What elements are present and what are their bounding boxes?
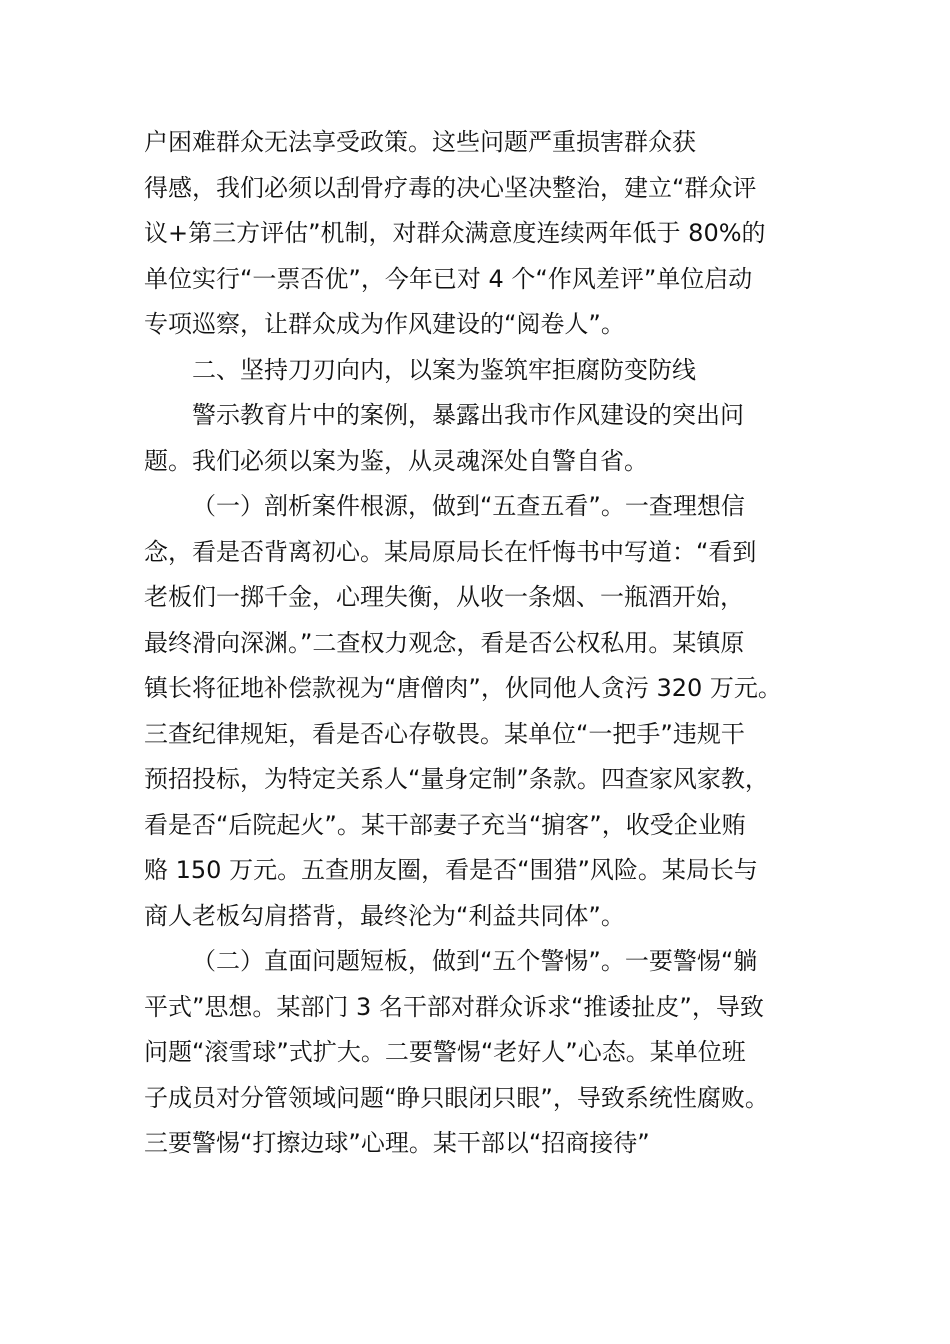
text-line: 赂 150 万元。五查朋友圈，看是否“围猎”风险。某局长与 (144, 856, 758, 884)
text-line: 最终滑向深渊。”二查权力观念，看是否公权私用。某镇原 (144, 628, 745, 657)
text-line: （二）直面问题短板，做到“五个警惕”。一要警惕“躺 (192, 947, 758, 975)
text-line: 念，看是否背离初心。某局原局长在忏悔书中写道：“看到 (144, 537, 757, 566)
text-line: 子成员对分管领域问题“睁只眼闭只眼”，导致系统性腐败。 (144, 1083, 769, 1112)
document-body (144, 120, 834, 1167)
text-line: 专项巡察，让群众成为作风建设的“阅卷人”。 (144, 310, 625, 338)
text-line: 问题“滚雪球”式扩大。二要警惕“老好人”心态。某单位班 (144, 1038, 746, 1066)
text-line: 三要警惕“打擦边球”心理。某干部以“招商接待” (144, 1129, 650, 1157)
text-line: 镇长将征地补偿款视为“唐僧肉”，伙同他人贪污 320 万元。 (144, 674, 782, 702)
text-line: 平式”思想。某部门 3 名干部对群众诉求“推诿扯皮”，导致 (144, 992, 764, 1021)
text-line: 单位实行“一票否优”，今年已对 4 个“作风差评”单位启动 (144, 264, 753, 293)
section-heading: 二、坚持刀刃向内，以案为鉴筑牢拒腐防变防线 (192, 355, 696, 384)
text-line: 警示教育片中的案例，暴露出我市作风建设的突出问 (192, 401, 744, 429)
text-line: 老板们一掷千金，心理失衡，从收一条烟、一瓶酒开始， (144, 583, 744, 611)
text-line: （一）剖析案件根源，做到“五查五看”。一查理想信 (192, 492, 745, 520)
text-line: 三查纪律规矩，看是否心存敬畏。某单位“一把手”违规干 (144, 719, 745, 748)
text-line: 户困难群众无法享受政策。这些问题严重损害群众获 (144, 128, 696, 156)
text-line: 题。我们必须以案为鉴，从灵魂深处自警自省。 (144, 446, 648, 475)
text-line: 商人老板勾肩搭背，最终沦为“利益共同体”。 (144, 901, 625, 930)
text-line: 议+第三方评估”机制，对群众满意度连续两年低于 80%的 (144, 219, 766, 247)
text-line: 看是否“后院起火”。某干部妻子充当“掮客”，收受企业贿 (144, 810, 746, 839)
text-line: 得感，我们必须以刮骨疗毒的决心坚决整治，建立“群众评 (144, 173, 757, 202)
text-line: 预招投标，为特定关系人“量身定制”条款。四查家风家教， (144, 765, 769, 793)
